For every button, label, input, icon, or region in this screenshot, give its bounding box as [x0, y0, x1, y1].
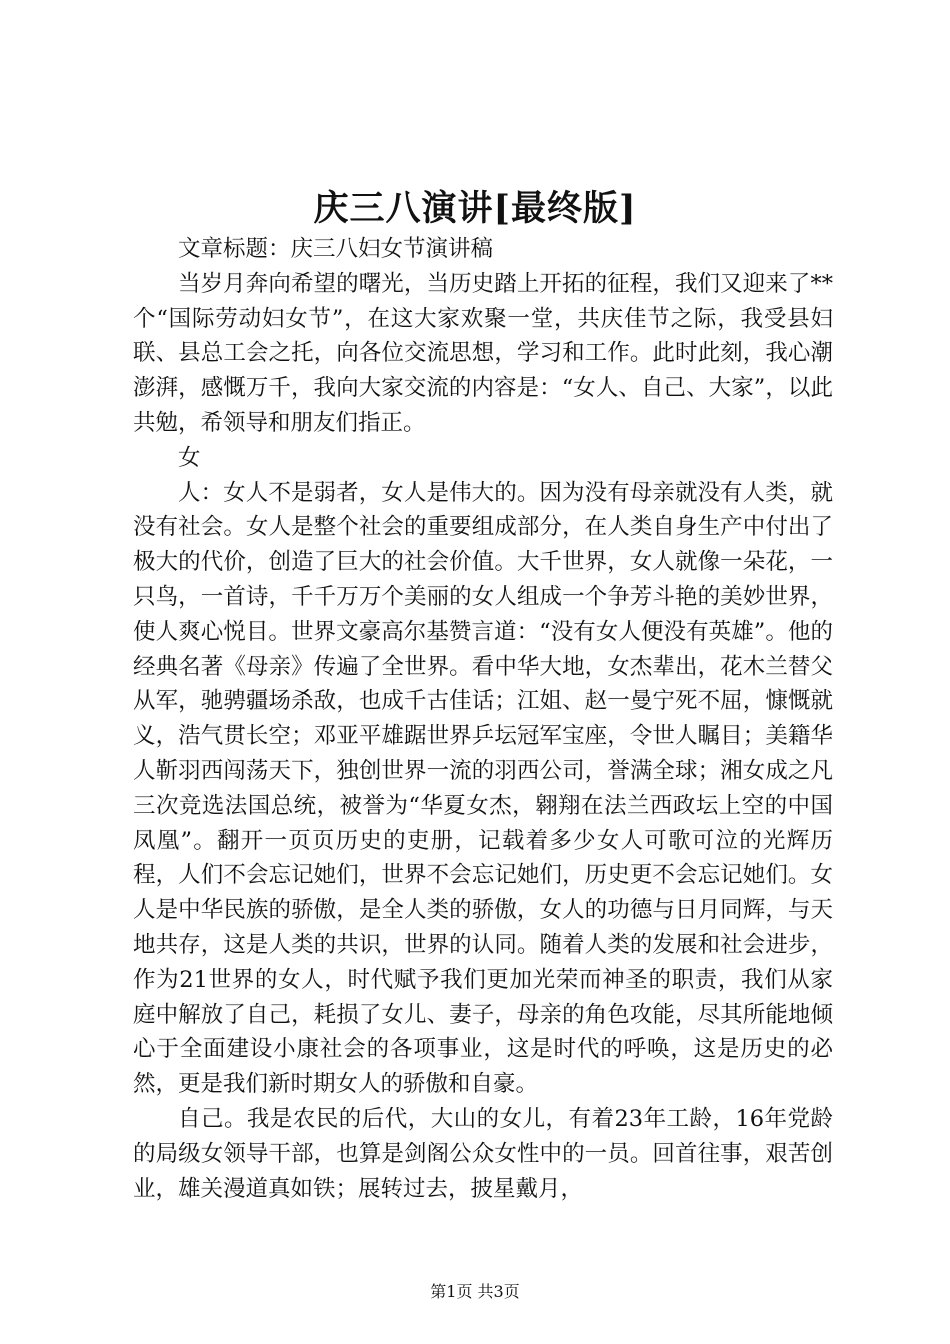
body-paragraph: 当岁月奔向希望的曙光，当历史踏上开拓的征程，我们又迎来了**个“国际劳动妇女节”，在这大家欢聚一堂，共庆佳节之际，我受县妇联、县总工会之托，向各位交流思想，学习和工作。此时此刻，我心潮澎湃，感慨万千，我向大家交流的内容是：“女人、自己、大家”，以此共勉，希领导和朋友们指正。	[133, 270, 833, 436]
page-number-footer: 第1页 共3页	[430, 1282, 520, 1301]
document-title: 庆三八演讲[最终版]	[313, 188, 637, 229]
document-body	[133, 232, 833, 1206]
body-paragraph: 自己。我是农民的后代，大山的女儿，有着23年工龄，16年党龄的局级女领导干部，也算是剑阁公众女性中的一员。回首往事，艰苦创业，雄关漫道真如铁；展转过去，披星戴月，	[133, 1105, 833, 1202]
body-paragraph: 女	[178, 444, 201, 471]
subtitle-paragraph: 文章标题：庆三八妇女节演讲稿	[178, 236, 494, 262]
body-paragraph: 人：女人不是弱者，女人是伟大的。因为没有母亲就没有人类，就没有社会。女人是整个社会的重要组成部分，在人类自身生产中付出了极大的代价，创造了巨大的社会价值。大千世界，女人就像一朵花，一只鸟，一首诗，千千万万个美丽的女人组成一个争芳斗艳的美妙世界，使人爽心悦目。世界文豪高尔基赞言道：“没有女人便没有英雄”。他的经典名著《母亲》传遍了全世界。看中华大地，女杰辈出，花木兰替父从军，驰骋疆场杀敌，也成千古佳话；江姐、赵一曼宁死不屈，慷慨就义，浩气贯长空；邓亚平雄踞世界乒坛冠军宝座，令世人瞩目；美籍华人靳羽西闯荡天下，独创世界一流的羽西公司，誉满全球；湘女成之凡三次竞选法国总统，被誉为“华夏女杰，翱翔在法兰西政坛上空的中国凤凰”。翻开一页页历史的吏册，记载着多少女人可歌可泣的光辉历程，人们不会忘记她们，世界不会忘记她们，历史更不会忘记她们。女人是中华民族的骄傲，是全人类的骄傲，女人的功德与日月同辉，与天地共存，这是人类的共识，世界的认同。随着人类的发展和社会进步，作为21世界的女人，时代赋予我们更加光荣而神圣的职责，我们从家庭中解放了自己，耗损了女儿、妻子，母亲的角色攻能，尽其所能地倾心于全面建设小康社会的各项事业，这是时代的呼唤，这是历史的必然，更是我们新时期女人的骄傲和自豪。	[133, 479, 833, 1098]
